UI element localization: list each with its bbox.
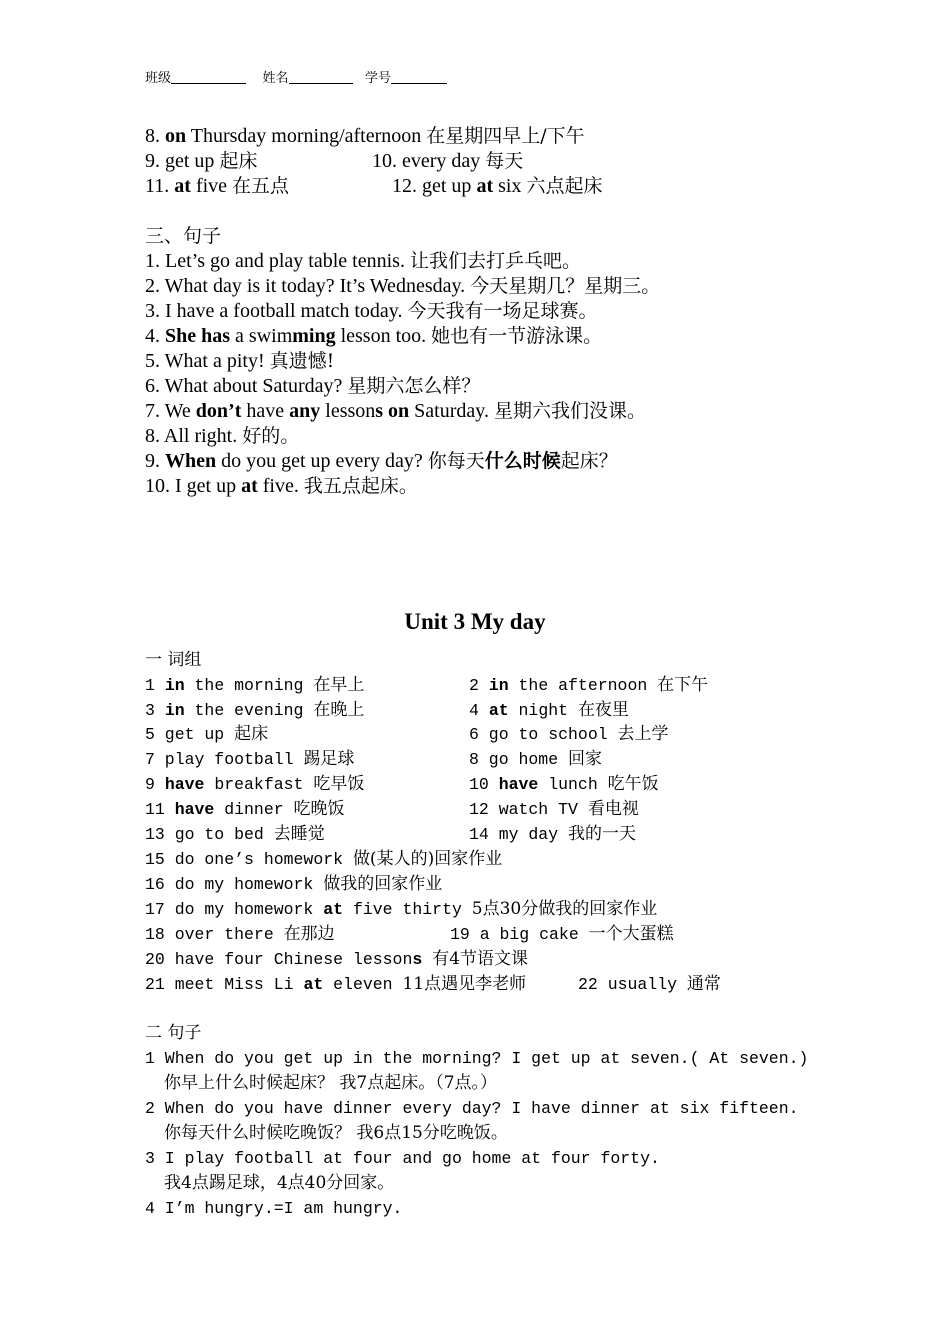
- unit-sentence-3-cn: 我4点踢足球，4点40分回家。: [164, 1173, 395, 1193]
- vocab-item-12: 12 watch TV 看电视: [469, 799, 639, 819]
- phrase-12: 12. get up at six 六点起床: [392, 175, 603, 197]
- vocab-item-1: 1 in the morning 在早上: [145, 675, 365, 695]
- sentences-heading: 三、句子: [145, 225, 222, 247]
- vocab-item-18: 18 over there 在那边: [145, 924, 335, 944]
- number-blank: [391, 71, 447, 84]
- unit-title: Unit 3 My day: [404, 609, 546, 634]
- sentence-10: 10. I get up at five. 我五点起床。: [145, 475, 418, 497]
- vocab-item-16: 16 do my homework 做我的回家作业: [145, 874, 443, 894]
- phrase-10: 10. every day 每天: [372, 150, 524, 172]
- sentence-7: 7. We don’t have any lessons on Saturday. 星期六我们没课。: [145, 400, 646, 422]
- vocab-item-17: 17 do my homework at five thirty 5点30分做我的回家作业: [145, 899, 658, 919]
- sentence-5: 5. What a pity! 真遗憾!: [145, 350, 335, 372]
- vocab-item-8: 8 go home 回家: [469, 749, 603, 769]
- class-blank: [171, 71, 246, 84]
- vocab-item-5: 5 get up 起床: [145, 724, 269, 744]
- sentence-2: 2. What day is it today? It’s Wednesday. 今天星期几？星期三。: [145, 275, 661, 297]
- unit-sentences-heading: 二 句子: [145, 1023, 202, 1043]
- unit-sentence-2-en: 2 When do you have dinner every day? I have dinner at six fifteen.: [145, 1099, 799, 1118]
- vocab-item-2: 2 in the afternoon 在下午: [469, 675, 709, 695]
- sentence-3: 3. I have a football match today. 今天我有一场足球赛。: [145, 300, 598, 322]
- phrase-11: 11. at five 在五点: [145, 175, 290, 197]
- number-label: 学号: [364, 71, 391, 86]
- unit-sentence-1-cn: 你早上什么时候起床？ 我7点起床。（7点。）: [164, 1073, 498, 1093]
- vocab-item-3: 3 in the evening 在晚上: [145, 700, 365, 720]
- vocab-item-13: 13 go to bed 去睡觉: [145, 824, 325, 844]
- name-label: 姓名: [262, 71, 289, 86]
- vocab-item-21: 21 meet Miss Li at eleven 11点遇见李老师: [145, 974, 527, 994]
- unit-sentence-4-en: 4 I’m hungry.=I am hungry.: [145, 1199, 403, 1218]
- phrase-8: 8. on Thursday morning/afternoon 在星期四早上/下午: [145, 125, 585, 147]
- sentence-9: 9. When do you get up every day? 你每天什么时候起床？: [145, 450, 618, 472]
- vocab-item-6: 6 go to school 去上学: [469, 724, 669, 744]
- vocab-item-14: 14 my day 我的一天: [469, 824, 637, 844]
- vocab-item-22: 22 usually 通常: [578, 974, 721, 994]
- unit-sentence-3-en: 3 I play football at four and go home at four forty.: [145, 1149, 660, 1168]
- student-info-header: [145, 67, 447, 86]
- unit-sentence-2-cn: 你每天什么时候吃晚饭？ 我6点15分吃晚饭。: [164, 1123, 508, 1143]
- sentence-1: 1. Let’s go and play table tennis. 让我们去打乒乓吧。: [145, 250, 581, 272]
- sentence-6: 6. What about Saturday? 星期六怎么样？: [145, 375, 481, 397]
- phrase-9: 9. get up 起床: [145, 150, 258, 172]
- vocab-item-11: 11 have dinner 吃晚饭: [145, 799, 345, 819]
- vocab-item-7: 7 play football 踢足球: [145, 749, 355, 769]
- sentence-4: 4. She has a swimming lesson too. 她也有一节游泳课。: [145, 325, 603, 347]
- sentence-8: 8. All right. 好的。: [145, 425, 300, 447]
- name-blank: [289, 71, 353, 84]
- vocab-item-15: 15 do one’s homework 做(某人的)回家作业: [145, 849, 503, 869]
- unit-sentence-1-en: 1 When do you get up in the morning? I get up at seven.( At seven.): [145, 1049, 809, 1068]
- vocab-heading: 一 词组: [145, 650, 202, 670]
- vocab-item-19: 19 a big cake 一个大蛋糕: [450, 924, 674, 944]
- vocab-item-4: 4 at night 在夜里: [469, 700, 629, 720]
- vocab-item-9: 9 have breakfast 吃早饭: [145, 774, 365, 794]
- class-label: 班级: [145, 71, 172, 86]
- vocab-item-10: 10 have lunch 吃午饭: [469, 774, 659, 794]
- vocab-item-20: 20 have four Chinese lessons 有4节语文课: [145, 949, 528, 969]
